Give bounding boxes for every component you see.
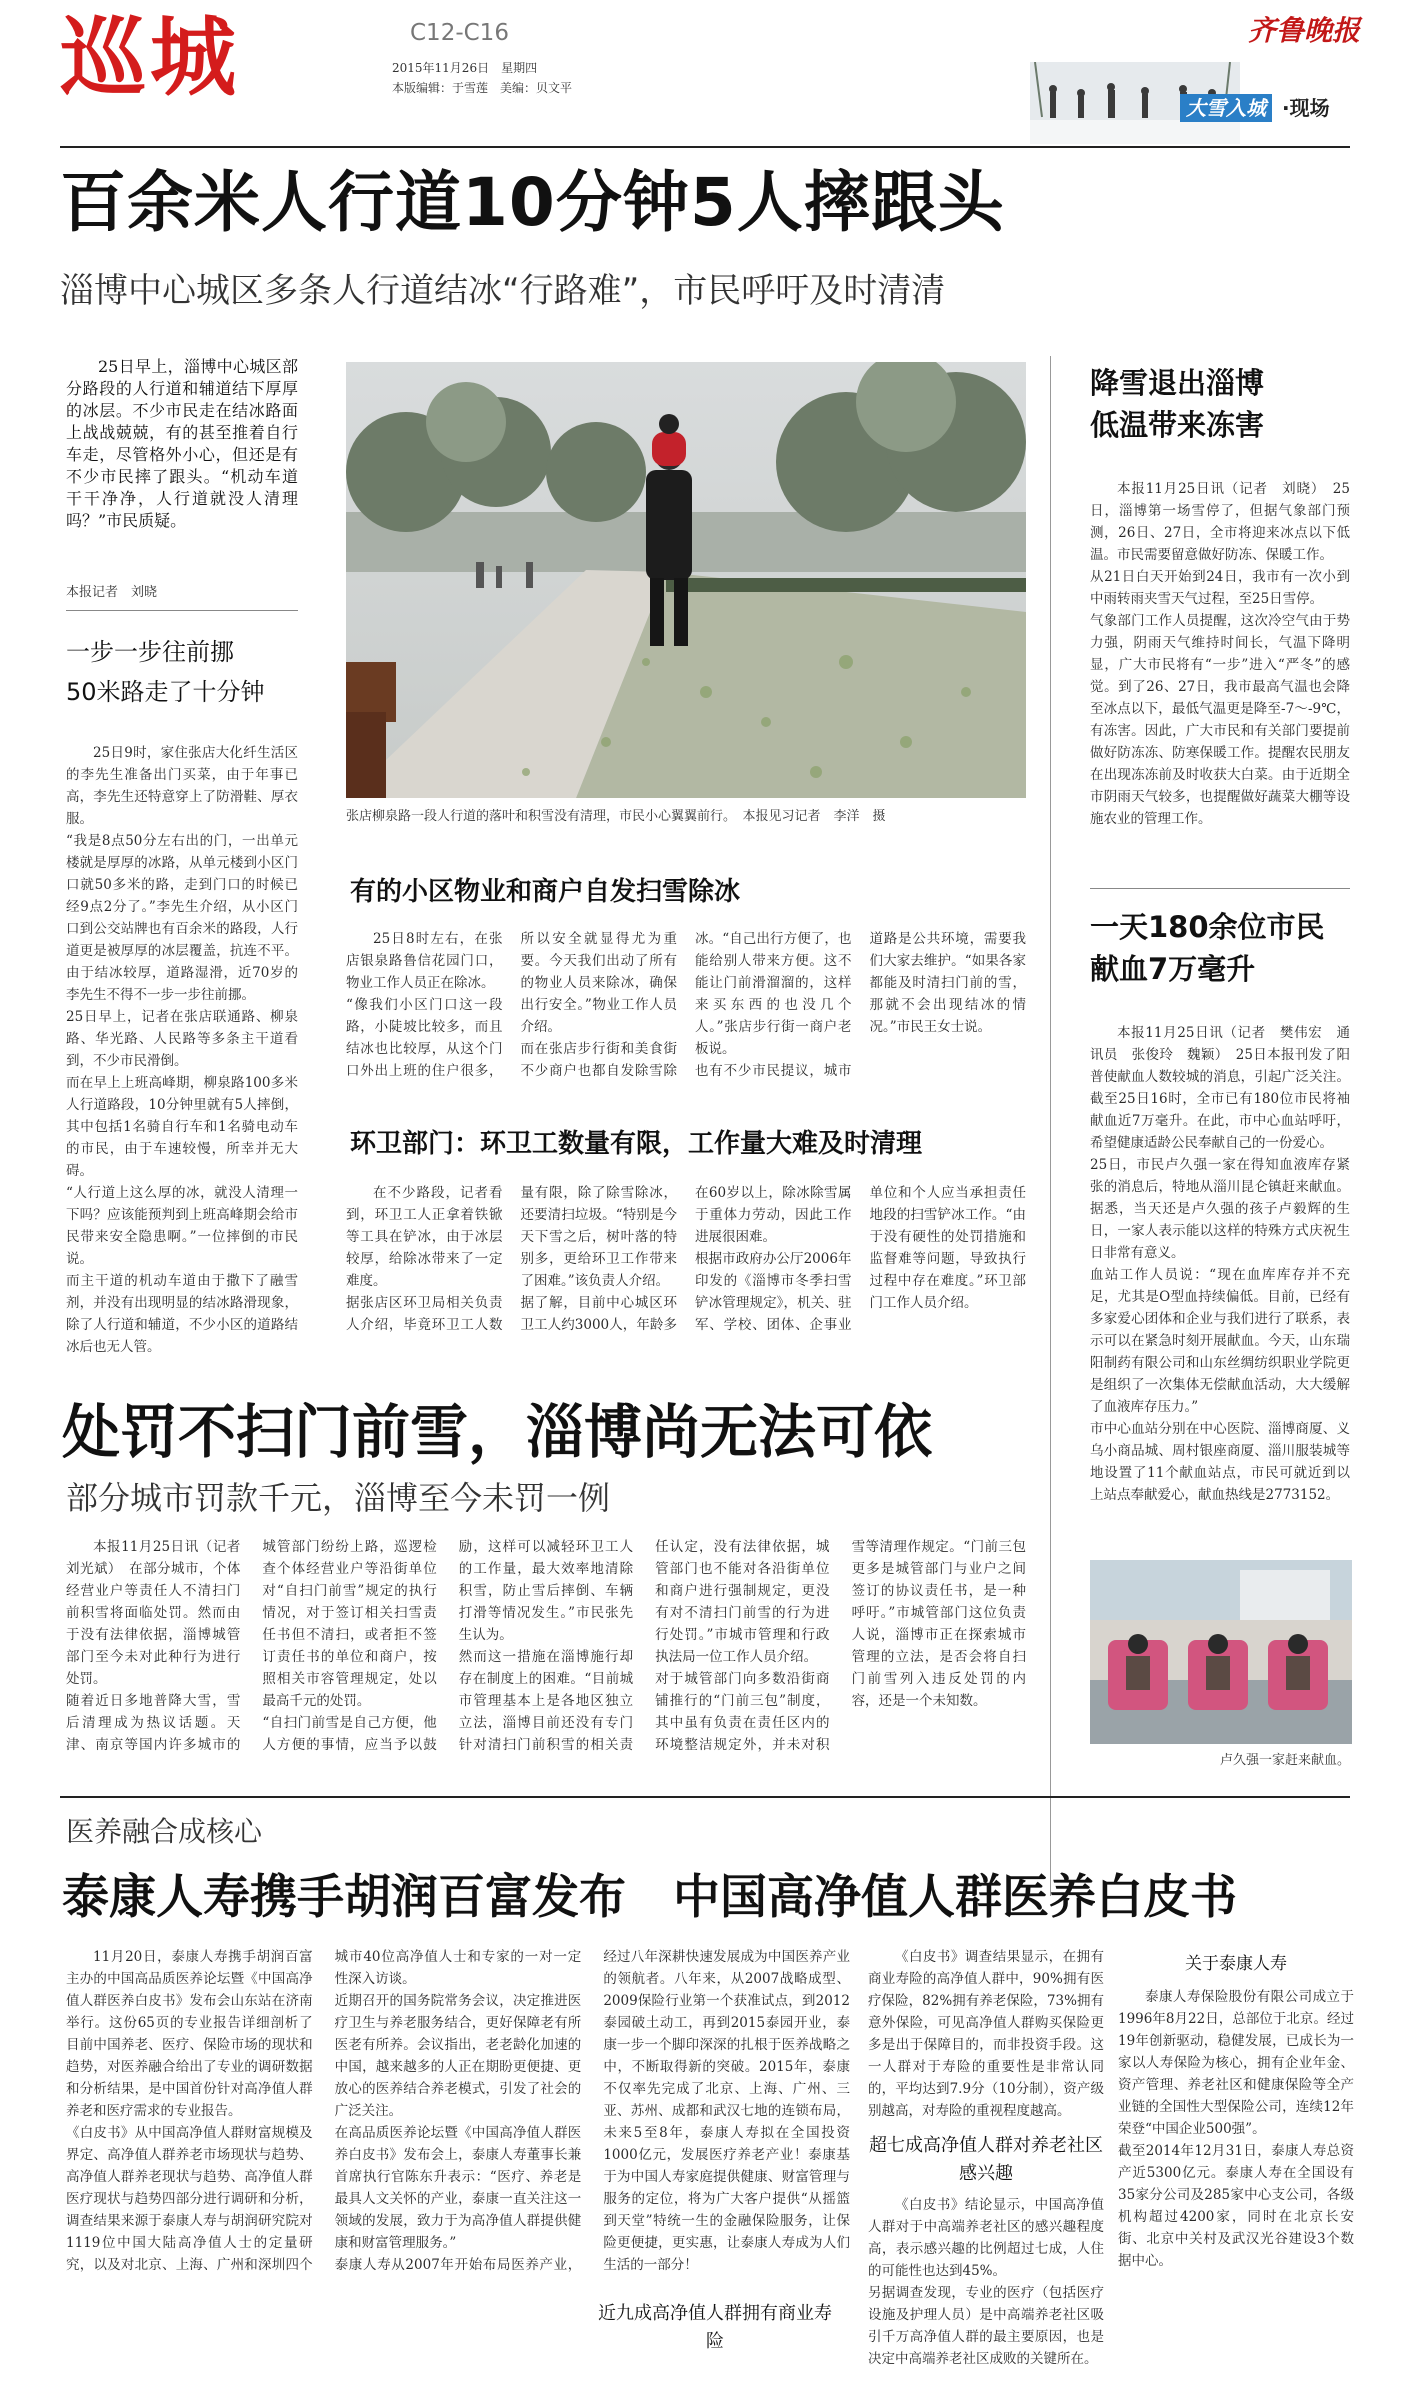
lead-column-divider [1050,356,1051,1896]
ad-col-sub: 《白皮书》调查结果显示，在拥有商业寿险的高净值人群中，90%拥有医疗保险，82%拥有养老保险，73%拥有意外保险，可见高净值人群购买保险更多是出于保障目的，而非投资手段。这一人群对于寿险的重要性是非常认同的，平均达到7.9分（10分制），资产级别越高，对寿险的重视程度越高。 超七成高净值人群对养老社区感兴趣 《白皮书》结论显示，中国高净值人群对于中高端养老社区的感兴趣程度高，表示感兴趣的比例超过七成，人住的可能性也达到45%。 另据调查发现，专业的医疗（包括医疗设施及护理人员）是中高端养老社区吸引千万高净值人群的最主要原因，也是决定中高端养老社区成败的关键所在。 [868,1949,1104,2366]
issue-date: 2015年11月26日 星期四 [392,61,538,75]
lead-headline: 百余米人行道10分钟5人摔跟头 [60,164,1005,241]
ad-sub2-title: 超七成高净值人群对养老社区感兴趣 [869,2135,1103,2184]
sub1-text: 25日9时，家住张店大化纤生活区的李先生准备出门买菜，由于年事已高，李先生还特意穿上了防滑鞋、厚衣服。 “我是8点50分左右出的门，一出单元楼就是厚厚的冰路，从单元楼到小区门口就50多米的路，走到门口的时候已经9点2分了。”李先生介绍，从小区门口到公交站牌也有百余米的路段，人行道更是被厚厚的冰层覆盖，抗连不平。由于结冰较厚，道路湿滑，近70岁的李先生不得不一步一步往前挪。 25日早上，记者在张店联通路、柳泉路、华光路、人民路等多条主干道看到，不少市民滑倒。 而在早上上班高峰期，柳泉路100多米人行道路段，10分钟里就有5人摔倒，其中包括1名骑自行车和1名骑电动车的市民，由于车速较慢，所幸并无大碍。 “人行道上这么厚的冰，就没人清理一下吗？应该能预判到上班高峰期会给市民带来安全隐患啊。”一位摔倒的市民说。 而主干道的机动车道由于撒下了融雪剂，并没有出现明显的结冰路滑现象，除了人行道和辅道，不少小区的道路结冰后也无人管。 [66,745,298,1355]
lead-subheadline: 淄博中心城区多条人行道结冰“行路难”，市民呼吁及时清清 [60,271,946,311]
ad-main-text: 11月20日，泰康人寿携手胡润百富主办的中国高品质医养论坛暨《中国高净值人群医养白皮书》发布会山东站在济南举行。这份65页的专业报告详细剖析了目前中国养老、医疗、保险市场的现状和趋势，对医养融合给出了专业的调研数据和分析结果，是中国首份针对高净值人群养老和医疗需求的专业报告。 《白皮书》从中国高净值人群财富规模及界定、高净值人群养老市场现状与趋势、高净值人群养老现状与趋势、高净值人群医疗现状与趋势四部分进行调研和分析，调查结果来源于泰康人寿与胡润研究院对1119位中国大陆高净值人士的定量研究，以及对北京、上海、广州和深圳四个城市40位高净值人士和专家的一对一定性深入访谈。 近期召开的国务院常务会议，决定推进医疗卫生与养老服务结合，更好保障老有所医老有所养。会议指出，老老龄化加速的中国，越来越多的人正在期盼更便捷、更放心的医养结合养老模式，引发了社会的广泛关注。 在高品质医养论坛暨《中国高净值人群医养白皮书》发布会上，泰康人寿董事长兼首席执行官陈东升表示：“医疗、养老是最具人文关怀的产业，泰康一直关注这一领域的发展，致力于为高净值人群提供健康和财富管理服务。” 泰康人寿从2007年开始布局医养产业，经过八年深耕快速发展成为中国医养产业的领航者。八年来，从2007战略成型、2009保险行业第一个获准试点，到2012泰园破土动工，再到2015泰园开业，泰康一步一个脚印深深的扎根于医养战略之中，不断取得新的突破。2015年，泰康不仅率先完成了北京、上海、广州、三亚、苏州、成都和武汉七地的连锁布局，未来5至8年，泰康人寿拟在全国投资1000亿元，发展医疗养老产业！泰康基于为中国人寿家庭提供健康、财富管理与服务的定位，将为广大客户提供“从摇篮到天堂”特统一生的金融保险服务，让保险更便捷，更实惠，让泰康人寿成为人们生活的一部分！ [66,1949,850,2273]
penalty-headline: 处罚不扫门前雪，淄博尚无法可依 [62,1398,933,1466]
ad-top-rule [60,1796,1350,1798]
newspaper-name-logo: 齐鲁晚报 [1248,14,1361,47]
ad-kicker: 医养融合成核心 [66,1815,263,1848]
penalty-text: 本报11月25日讯（记者 刘光斌） 在部分城市，个体经营业户等责任人不清扫门前积雪将面临处罚。然而由于没有法律依据，淄博城管部门至今未对此种行为进行处罚。 随着近日多地普降大雪，雪后清理成为热议话题。天津、南京等国内许多城市的城管部门纷纷上路，巡逻检查个体经营业户等沿街单位对“自扫门前雪”规定的执行情况，对于签订相关扫雪责任书但不清扫，或者拒不签订责任书的单位和商户，按照相关市容管理规定，处以最高千元的处罚。 “自扫门前雪是自己方便，他人方便的事情，应当予以鼓励，这样可以减轻环卫工人的工作量，最大效率地清除积雪，防止雪后摔倒、车辆打滑等情况发生。”市民张先生认为。 然而这一措施在淄博施行却存在制度上的困难。“目前城市管理基本上是各地区独立立法，淄博目前还没有专门针对清扫门前积雪的相关责任认定，没有法律依据，城管部门也不能对各沿街单位和商户进行强制规定，更没有对不清扫门前雪的行为进行处罚。”市城市管理和行政执法局一位工作人员介绍。 对于城管部门向多数沿街商铺推行的“门前三包”制度，其中虽有负责在责任区内的环境整洁规定外，并未对积雪等清理作规定。“门前三包更多是城管部门与业户之间签订的协议责任书，是一种呼吁。”市城管部门这位负责人说，淄博市正在探索城市管理的立法，是否会将自扫门前雪列入违反处罚的内容，还是一个未知数。 [66,1539,1026,1753]
ad-headline: 泰康人寿携手胡润百富发布 中国高净值人群医养白皮书 [62,1870,1237,1925]
sidebar-story2-text: 本报11月25日讯（记者 樊伟宏 通讯员 张俊玲 魏颖） 25日本报刊发了阳普使献血人数较城的消息，引起广泛关注。截至25日16时，全市已有180位市民将袖献血近7万毫升。在此，市中心血站呼吁，希望健康适龄公民奉献自己的一份爱心。 25日，市民卢久强一家在得知血液库存紧张的消息后，特地从淄川昆仑镇赶来献血。据悉，当天还是卢久强的孩子卢毅辉的生日，一家人表示能以这样的特殊方式庆祝生日非常有意义。 血站工作人员说：“现在血库库存并不充足，尤其是O型血持续偏低。目前，已经有多家爱心团体和企业与我们进行了联系，表示可以在紧急时刻开展献血。今天，山东瑞阳制药有限公司和山东丝绸纺织职业学院更是组织了一次集体无偿献血活动，大大缓解了血液库存压力。” 市中心血站分别在中心医院、淄博商厦、义乌小商品城、周村银座商厦、淄川服装城等地设置了11个献血站点，市民可就近到以上站点奉献爱心，献血热线是2773152。 [1090,1025,1350,1503]
sub3-title: 环卫部门：环卫工数量有限，工作量大难及时清理 [350,1129,923,1159]
badge-label: 大雪入城 [1180,94,1272,122]
lead-intro-rule [66,610,298,611]
sub2-text: 25日8时左右，在张店银泉路鲁信花园门口，物业工作人员正在除冰。 “像我们小区门口这一段路，小陡坡比较多，而且结冰也比较厚，从这个门口外出上班的住户很多，所以安全就显得尤为重要。今天我们出动了所有的物业人员来除冰，确保出行安全。”物业工作人员介绍。 而在张店步行街和美食街不少商户也都自发除雪除冰。“自己出行方便了，也能给别人带来方便。这不能让门前滑溜溜的，这样来买东西的也没几个人。”张店步行街一商户老板说。 也有不少市民提议，城市道路是公共环境，需要我们大家去维护。“如果各家都能及时清扫门前的雪，那就不会出现结冰的情况。”市民王女士说。 [346,931,1026,1079]
sub3-text: 在不少路段，记者看到，环卫工人正拿着铁锨等工具在铲冰，由于冰层较厚，给除冰带来了一定难度。 据张店区环卫局相关负责人介绍，毕竟环卫工人数量有限，除了除雪除冰，还要清扫垃圾。“特别是今天下雪之后，树叶落的特别多，更给环卫工作带来了困难。”该负责人介绍。 据了解，目前中心城区环卫工人约3000人，年龄多在60岁以上，除冰除雪属于重体力劳动，因此工作进展很困难。 根据市政府办公厅2006年印发的《淄博市冬季扫雪铲冰管理规定》，机关、驻军、学校、团体、企事业单位和个人应当承担责任地段的扫雪铲冰工作。“由于没有硬性的处罚措施和监督难等问题，导致执行过程中存在难度。”环卫部门工作人员介绍。 [346,1185,1026,1333]
sidebar-story1-text: 本报11月25日讯（记者 刘晓） 25日，淄博第一场雪停了，但据气象部门预测，26日、27日，全市将迎来冰点以下低温。市民需要留意做好防冻、保暖工作。 从21日白天开始到24日，我市有一次小到中雨转雨夹雪天气过程，至25日雪停。 气象部门工作人员提醒，这次冷空气由于势力强，阴雨天气维持时间长，气温下降明显，广大市民将有“一步”进入“严冬”的感觉。到了26、27日，我市最高气温也会降至冰点以下，最低气温更是降至-7～-9℃，有冻害。因此，广大市民和有关部门要提前做好防冻冻、防寒保暖工作。提醒农民朋友在出现冻冻前及时收获大白菜。由于近期全市阴雨天气较多，也提醒做好蔬菜大棚等设施农业的管理工作。 [1090,481,1350,827]
section-title: 巡城 [60,8,240,108]
lead-photo [346,362,1026,798]
lead-byline: 本报记者 刘晓 [66,585,158,600]
masthead-rule [60,146,1350,148]
ad-about-title: 关于泰康人寿 [1185,1954,1287,1974]
sidebar-story2-title: 一天180余位市民 献血7万毫升 [1090,910,1325,986]
page-range: C12-C16 [410,20,509,46]
ad-sub1-title: 近九成高净值人群拥有商业寿险 [590,2300,840,2356]
blood-donation-caption: 卢久强一家赶来献血。 [1219,1753,1350,1768]
lead-intro: 25日早上，淄博中心城区部分路段的人行道和辅道结下厚厚的冰层。不少市民走在结冰路面上战战兢兢，有的甚至推着自行车走，尽管格外小心，但还是有不少市民摔了跟头。“机动车道干干净净，人行道就没人清理吗？”市民质疑。 [66,357,298,530]
editors-line: 本版编辑：于雪莲 美编：贝文平 [392,81,573,95]
ad-about: 关于泰康人寿 泰康人寿保险股份有限公司成立于1996年8月22日，总部位于北京。经过19年创新驱动，稳健发展，已成长为一家以人寿保险为核心，拥有企业年金、资产管理、养老社区和健康保险等全产业链的全国性大型保险公司，连续12年荣登“中国企业500强”。 截至2014年12月31日，泰康人寿总资产近5300亿元。泰康人寿在全国设有35家分公司及285家中心支公司，各级机构超过4200家，同时在北京长安街、北京中关村及武汉光谷建设3个数据中心。 [1118,1946,1354,2366]
sidebar-story1-title: 降雪退出淄博 低温带来冻害 [1090,366,1265,442]
sub1-title: 一步一步往前挪 50米路走了十分钟 [66,638,265,706]
penalty-subheadline: 部分城市罚款千元，淄博至今未罚一例 [66,1479,611,1517]
lead-photo-caption: 张店柳泉路一段人行道的落叶和积雪没有清理，市民小心翼翼前行。 本报见习记者 李洋 摄 [346,809,886,824]
blood-donation-photo [1090,1560,1352,1744]
badge-suffix: ·现场 [1282,96,1330,120]
sub2-title: 有的小区物业和商户自发扫雪除冰 [350,877,741,907]
sidebar-rule [1090,888,1350,889]
